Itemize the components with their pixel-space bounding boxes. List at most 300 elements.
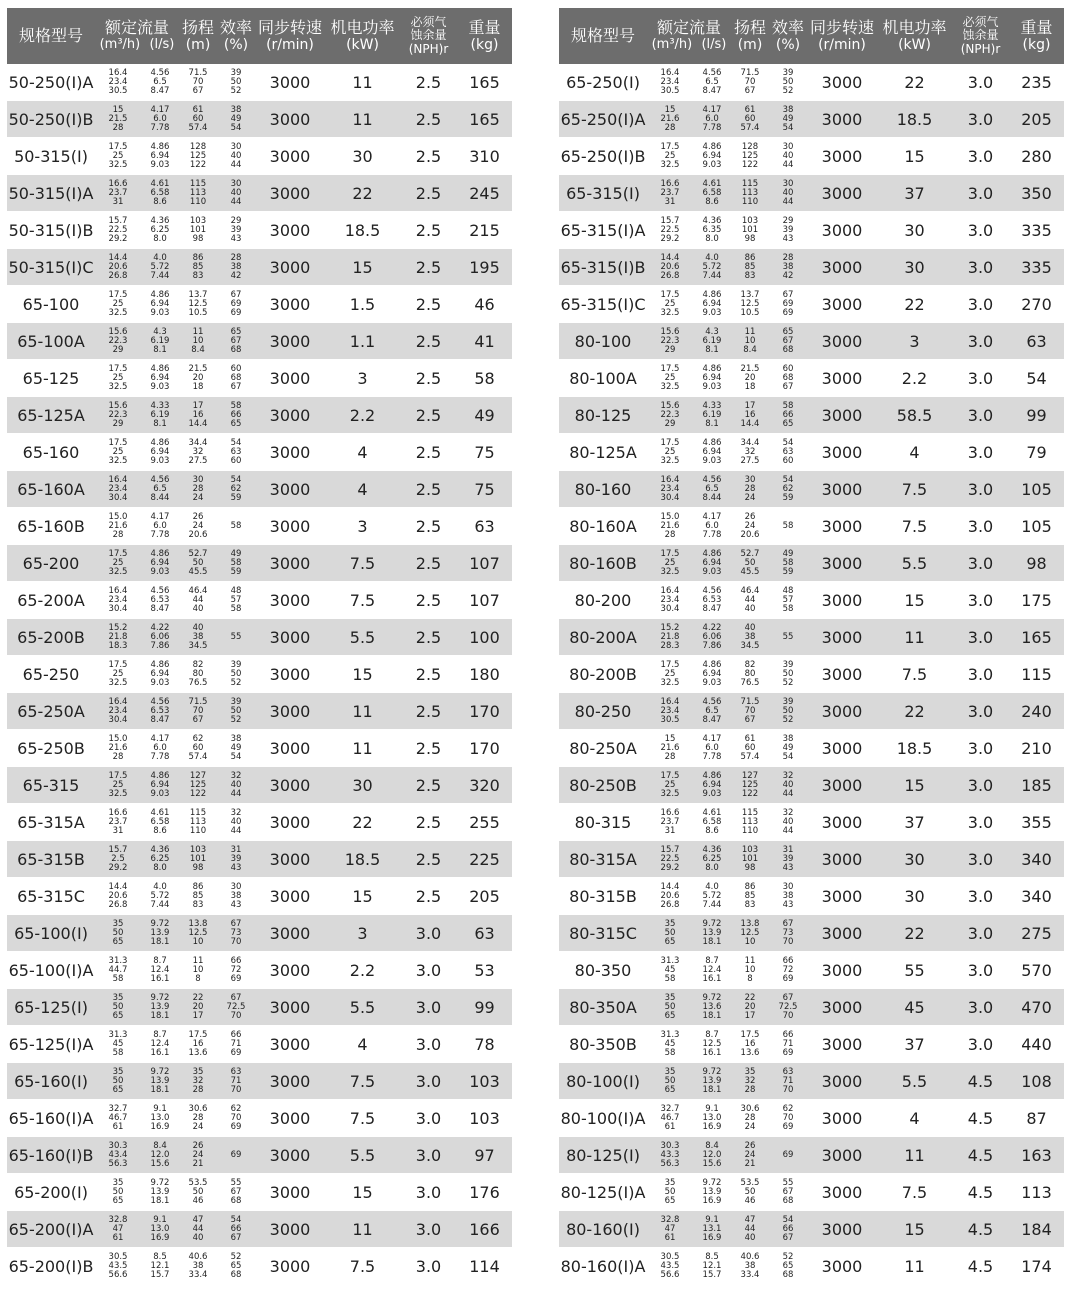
power-cell-text: 18.5 (896, 738, 933, 758)
table-row (559, 323, 1064, 360)
efficiency-cell (769, 249, 807, 286)
model-cell-text: 80-100A (569, 368, 637, 388)
power-cell-text: 11 (904, 1145, 925, 1165)
speed-cell (807, 286, 877, 323)
speed-cell-text: 3000 (821, 368, 863, 388)
model-cell-text: 80-160A (569, 516, 637, 536)
flow-ls-cell-text: 9.1 13.1 16.9 (702, 1214, 722, 1243)
npsh-cell (400, 767, 457, 804)
efficiency-cell-text: 66 72 69 (230, 955, 242, 984)
weight-cell (1009, 175, 1064, 212)
speed-cell-text: 3000 (821, 1145, 863, 1165)
weight-cell-text: 75 (474, 479, 495, 499)
speed-cell (807, 212, 877, 249)
power-cell (325, 1026, 400, 1063)
flow-ls-cell (693, 249, 731, 286)
flow-m3h-cell (647, 101, 693, 138)
model-cell (559, 1211, 647, 1248)
model-cell (559, 286, 647, 323)
npsh-cell-text: 2.5 (415, 516, 442, 536)
npsh-cell-text: 3.0 (967, 220, 994, 240)
npsh-cell (952, 915, 1009, 952)
flow-m3h-cell-text: 35 50 65 (112, 918, 124, 947)
efficiency-cell (217, 1248, 255, 1285)
weight-cell-text: 180 (469, 664, 500, 684)
npsh-cell (400, 730, 457, 767)
flow-m3h-cell (95, 915, 141, 952)
weight-cell (1009, 508, 1064, 545)
head-cell (179, 693, 217, 730)
header-npsh: 必须气 蚀余量 (NPH)r (400, 8, 457, 64)
flow-ls-cell (141, 582, 179, 619)
weight-cell (1009, 693, 1064, 730)
power-cell (325, 1100, 400, 1137)
model-cell-text: 65-160 (22, 442, 80, 462)
efficiency-cell (217, 1174, 255, 1211)
speed-cell-text: 3000 (821, 812, 863, 832)
efficiency-cell (217, 915, 255, 952)
speed-cell (807, 1174, 877, 1211)
power-cell (325, 1063, 400, 1100)
flow-m3h-cell (647, 952, 693, 989)
weight-cell-text: 320 (469, 775, 500, 795)
flow-m3h-cell-text: 17.5 25 32.5 (108, 141, 128, 170)
npsh-cell-text: 2.5 (415, 664, 442, 684)
table-row (7, 323, 512, 360)
speed-cell-text: 3000 (821, 701, 863, 721)
flow-m3h-cell (95, 952, 141, 989)
flow-m3h-cell (95, 1100, 141, 1137)
table-row (559, 397, 1064, 434)
head-cell (179, 730, 217, 767)
speed-cell-text: 3000 (821, 960, 863, 980)
flow-m3h-cell-text: 15.0 21.6 28 (108, 733, 128, 762)
model-cell-text: 65-160(I)A (8, 1108, 94, 1128)
flow-ls-cell (141, 1026, 179, 1063)
head-cell (731, 101, 769, 138)
model-cell-text: 50-315(I)B (8, 220, 94, 240)
npsh-cell (952, 1137, 1009, 1174)
npsh-cell (400, 286, 457, 323)
speed-cell-text: 3000 (269, 146, 311, 166)
flow-ls-cell-text: 4.86 6.94 9.03 (150, 770, 170, 799)
speed-cell (255, 693, 325, 730)
table-row (559, 915, 1064, 952)
efficiency-cell-text: 62 70 69 (782, 1103, 794, 1132)
head-cell-text: 128 125 122 (189, 141, 207, 170)
weight-cell (457, 545, 512, 582)
power-cell (325, 841, 400, 878)
flow-m3h-cell (95, 508, 141, 545)
model-cell (7, 471, 95, 508)
power-cell-text: 15 (352, 257, 373, 277)
speed-cell (807, 101, 877, 138)
efficiency-cell-text: 38 49 54 (782, 104, 794, 133)
weight-cell-text: 185 (1021, 775, 1052, 795)
model-cell (7, 545, 95, 582)
efficiency-cell-text: 30 40 44 (782, 141, 794, 170)
power-cell-text: 11 (904, 627, 925, 647)
model-cell (559, 915, 647, 952)
model-cell (7, 730, 95, 767)
efficiency-cell-text: 30 40 44 (230, 141, 242, 170)
power-cell (325, 767, 400, 804)
head-cell-text: 22 20 17 (744, 992, 756, 1021)
speed-cell (255, 952, 325, 989)
head-cell-text: 61 60 57.4 (740, 733, 760, 762)
flow-m3h-cell-text: 17.5 25 32.5 (108, 548, 128, 577)
weight-cell-text: 170 (469, 738, 500, 758)
npsh-cell (400, 212, 457, 249)
npsh-cell-text: 3.0 (967, 294, 994, 314)
model-cell-text: 80-350 (574, 960, 632, 980)
header-weight: 重量 (kg) (457, 8, 512, 64)
model-cell (559, 138, 647, 175)
flow-m3h-cell-text: 16.4 23.4 30.4 (108, 474, 128, 503)
flow-ls-cell (693, 212, 731, 249)
flow-ls-cell (693, 101, 731, 138)
speed-cell (807, 989, 877, 1026)
npsh-cell (400, 175, 457, 212)
head-cell (179, 249, 217, 286)
speed-cell-text: 3000 (821, 1256, 863, 1276)
power-cell (325, 508, 400, 545)
efficiency-cell (217, 1100, 255, 1137)
weight-cell-text: 335 (1021, 257, 1052, 277)
model-cell-text: 50-250(I)A (8, 72, 94, 92)
power-cell-text: 22 (352, 812, 373, 832)
power-cell (877, 767, 952, 804)
speed-cell-text: 3000 (269, 516, 311, 536)
power-cell-text: 37 (904, 1034, 925, 1054)
flow-m3h-cell-text: 35 50 65 (112, 1177, 124, 1206)
flow-ls-cell-text: 4.86 6.94 9.03 (702, 141, 722, 170)
efficiency-cell-text: 58 (230, 520, 242, 531)
flow-m3h-cell-text: 14.4 20.6 26.8 (108, 881, 128, 910)
model-cell-text: 80-200A (569, 627, 637, 647)
efficiency-cell-text: 32 40 44 (782, 807, 794, 836)
efficiency-cell (769, 360, 807, 397)
speed-cell (255, 323, 325, 360)
flow-m3h-cell (95, 730, 141, 767)
flow-ls-cell-text: 4.86 6.94 9.03 (150, 437, 170, 466)
npsh-cell-text: 2.5 (415, 220, 442, 240)
flow-m3h-cell-text: 15.7 22.5 29.2 (660, 215, 680, 244)
table-row (559, 138, 1064, 175)
head-cell (731, 212, 769, 249)
flow-ls-cell (141, 1248, 179, 1285)
efficiency-cell-text: 67 73 70 (230, 918, 242, 947)
weight-cell (1009, 1026, 1064, 1063)
model-cell-text: 80-350A (569, 997, 637, 1017)
flow-ls-cell-text: 8.7 12.4 16.1 (150, 955, 170, 984)
npsh-cell (952, 804, 1009, 841)
flow-ls-cell (693, 1211, 731, 1248)
flow-m3h-cell-text: 16.6 23.7 31 (660, 807, 680, 836)
flow-m3h-cell-text: 32.7 46.7 61 (108, 1103, 128, 1132)
head-cell (179, 1100, 217, 1137)
flow-ls-cell-text: 4.3 6.19 8.1 (150, 326, 170, 355)
power-cell-text: 11 (352, 1219, 373, 1239)
head-cell (731, 360, 769, 397)
weight-cell (1009, 1211, 1064, 1248)
npsh-cell-text: 3.0 (967, 553, 994, 573)
npsh-cell-text: 2.5 (415, 849, 442, 869)
model-cell (7, 64, 95, 101)
flow-m3h-cell (647, 1026, 693, 1063)
power-cell-text: 5.5 (901, 553, 928, 573)
head-cell-text: 86 85 83 (744, 252, 756, 281)
npsh-cell-text: 2.5 (415, 257, 442, 277)
efficiency-cell-text: 38 49 54 (230, 104, 242, 133)
npsh-cell-text: 3.0 (967, 775, 994, 795)
flow-ls-cell (141, 804, 179, 841)
power-cell-text: 58.5 (896, 405, 933, 425)
table-row (559, 175, 1064, 212)
flow-m3h-cell (647, 1248, 693, 1285)
flow-m3h-cell (95, 656, 141, 693)
model-cell-text: 80-315 (574, 812, 632, 832)
model-cell-text: 65-160A (17, 479, 85, 499)
npsh-cell-text: 3.0 (967, 997, 994, 1017)
npsh-cell-text: 2.5 (415, 294, 442, 314)
speed-cell-text: 3000 (821, 1034, 863, 1054)
flow-m3h-cell (647, 693, 693, 730)
table-row (7, 1100, 512, 1137)
efficiency-cell (217, 656, 255, 693)
head-cell-text: 17.5 16 13.6 (740, 1029, 760, 1058)
efficiency-cell-text: 54 66 67 (230, 1214, 242, 1243)
model-cell-text: 80-200 (574, 590, 632, 610)
npsh-cell-text: 4.5 (967, 1108, 994, 1128)
model-cell-text: 80-100(I)A (560, 1108, 646, 1128)
speed-cell-text: 3000 (269, 442, 311, 462)
head-cell (179, 360, 217, 397)
npsh-cell (952, 323, 1009, 360)
flow-ls-cell-text: 4.56 6.5 8.44 (702, 474, 722, 503)
weight-cell-text: 63 (1026, 331, 1047, 351)
power-cell-text: 5.5 (349, 627, 376, 647)
head-cell (731, 1063, 769, 1100)
flow-ls-cell-text: 4.56 6.5 8.47 (702, 67, 722, 96)
flow-ls-cell-text: 4.0 5.72 7.44 (150, 252, 170, 281)
speed-cell-text: 3000 (821, 1108, 863, 1128)
model-cell-text: 65-125(I)A (8, 1034, 94, 1054)
efficiency-cell (769, 286, 807, 323)
npsh-cell (400, 249, 457, 286)
efficiency-cell (769, 471, 807, 508)
model-cell (559, 989, 647, 1026)
power-cell (877, 175, 952, 212)
efficiency-cell (769, 989, 807, 1026)
head-cell-text: 71.5 70 67 (740, 696, 760, 725)
efficiency-cell-text: 60 68 67 (782, 363, 794, 392)
flow-m3h-cell (95, 175, 141, 212)
flow-ls-cell-text: 9.1 13.0 16.9 (150, 1214, 170, 1243)
weight-cell-text: 165 (469, 72, 500, 92)
weight-cell (1009, 545, 1064, 582)
efficiency-cell-text: 58 (782, 520, 794, 531)
model-cell (559, 1137, 647, 1174)
speed-cell (255, 582, 325, 619)
flow-ls-cell (141, 175, 179, 212)
head-cell (731, 878, 769, 915)
npsh-cell (400, 693, 457, 730)
power-cell-text: 1.1 (349, 331, 376, 351)
npsh-cell-text: 2.5 (415, 72, 442, 92)
model-cell-text: 65-200(I) (14, 1182, 88, 1202)
head-cell-text: 128 125 122 (741, 141, 759, 170)
flow-m3h-cell-text: 16.4 23.4 30.4 (108, 585, 128, 614)
npsh-cell-text: 2.5 (415, 553, 442, 573)
flow-m3h-cell-text: 15 21.6 28 (660, 733, 680, 762)
efficiency-cell (217, 64, 255, 101)
head-cell (179, 582, 217, 619)
head-cell (731, 64, 769, 101)
flow-m3h-cell (95, 434, 141, 471)
header-flow: 额定流量 (m³/h) (l/s) (647, 8, 731, 64)
npsh-cell (952, 1100, 1009, 1137)
flow-ls-cell (141, 545, 179, 582)
speed-cell-text: 3000 (821, 183, 863, 203)
weight-cell-text: 175 (1021, 590, 1052, 610)
flow-ls-cell (141, 693, 179, 730)
head-cell (731, 989, 769, 1026)
efficiency-cell (217, 249, 255, 286)
flow-ls-cell (693, 841, 731, 878)
weight-cell (1009, 360, 1064, 397)
flow-m3h-cell (95, 360, 141, 397)
model-cell (7, 841, 95, 878)
weight-cell-text: 350 (1021, 183, 1052, 203)
flow-ls-cell-text: 4.33 6.19 8.1 (702, 400, 722, 429)
weight-cell (457, 360, 512, 397)
power-cell-text: 7.5 (349, 553, 376, 573)
power-cell-text: 15 (904, 1219, 925, 1239)
power-cell-text: 11 (352, 72, 373, 92)
flow-ls-cell-text: 4.61 6.58 8.6 (702, 807, 722, 836)
header-efficiency: 效率 (%) (217, 8, 255, 64)
weight-cell (1009, 915, 1064, 952)
model-cell (559, 693, 647, 730)
flow-ls-cell (141, 878, 179, 915)
weight-cell (457, 212, 512, 249)
flow-m3h-cell-text: 17.5 25 32.5 (660, 437, 680, 466)
weight-cell (457, 1100, 512, 1137)
npsh-cell (400, 1137, 457, 1174)
flow-m3h-cell (95, 249, 141, 286)
npsh-cell-text: 3.0 (415, 1145, 442, 1165)
weight-cell-text: 195 (469, 257, 500, 277)
weight-cell (1009, 249, 1064, 286)
head-cell-text: 71.5 70 67 (740, 67, 760, 96)
head-cell (731, 175, 769, 212)
speed-cell (807, 915, 877, 952)
npsh-cell (952, 175, 1009, 212)
model-cell (559, 582, 647, 619)
efficiency-cell (217, 175, 255, 212)
speed-cell (255, 1137, 325, 1174)
flow-ls-cell-text: 9.1 13.0 16.9 (702, 1103, 722, 1132)
model-cell (559, 101, 647, 138)
efficiency-cell (769, 138, 807, 175)
model-cell-text: 80-315B (569, 886, 637, 906)
speed-cell (255, 656, 325, 693)
flow-m3h-cell (647, 286, 693, 323)
head-cell-text: 46.4 44 40 (188, 585, 208, 614)
speed-cell-text: 3000 (821, 923, 863, 943)
flow-ls-cell-text: 4.17 6.0 7.78 (702, 511, 722, 540)
flow-m3h-cell-text: 35 50 65 (112, 992, 124, 1021)
speed-cell-text: 3000 (821, 405, 863, 425)
flow-m3h-cell-text: 15.2 21.8 18.3 (108, 622, 128, 651)
flow-ls-cell-text: 8.7 12.4 16.1 (150, 1029, 170, 1058)
flow-ls-cell (141, 952, 179, 989)
power-cell-text: 18.5 (344, 849, 381, 869)
speed-cell (255, 1100, 325, 1137)
flow-m3h-cell-text: 31.3 45 58 (660, 1029, 680, 1058)
table-row (559, 656, 1064, 693)
power-cell (325, 101, 400, 138)
speed-cell (807, 360, 877, 397)
model-cell-text: 80-160B (569, 553, 637, 573)
efficiency-cell-text: 48 57 58 (782, 585, 794, 614)
head-cell (179, 1137, 217, 1174)
flow-ls-cell (141, 249, 179, 286)
flow-m3h-cell-text: 35 50 65 (664, 1066, 676, 1095)
efficiency-cell-text: 39 50 52 (782, 696, 794, 725)
model-cell (7, 1063, 95, 1100)
head-cell (179, 286, 217, 323)
weight-cell (457, 1026, 512, 1063)
header-head: 扬程 (m) (731, 8, 769, 64)
efficiency-cell-text: 52 65 68 (782, 1251, 794, 1280)
efficiency-cell (217, 1137, 255, 1174)
head-cell (179, 1211, 217, 1248)
weight-cell (457, 508, 512, 545)
head-cell (179, 471, 217, 508)
head-cell (179, 397, 217, 434)
flow-ls-cell (693, 397, 731, 434)
weight-cell-text: 58 (474, 368, 495, 388)
model-cell-text: 65-125(I) (14, 997, 88, 1017)
table-row (559, 619, 1064, 656)
table-row (7, 508, 512, 545)
npsh-cell (400, 1211, 457, 1248)
model-cell-text: 80-200B (569, 664, 637, 684)
flow-m3h-cell-text: 15.7 2.5 29.2 (108, 844, 128, 873)
weight-cell (457, 471, 512, 508)
power-cell (325, 545, 400, 582)
weight-cell (1009, 434, 1064, 471)
model-cell-text: 65-200(I)B (8, 1256, 94, 1276)
npsh-cell-text: 3.0 (967, 516, 994, 536)
npsh-cell-text: 2.5 (415, 146, 442, 166)
efficiency-cell-text: 67 69 69 (230, 289, 242, 318)
speed-cell-text: 3000 (821, 627, 863, 647)
npsh-cell-text: 3.0 (967, 590, 994, 610)
head-cell-text: 40 38 34.5 (740, 622, 760, 651)
flow-ls-cell (141, 101, 179, 138)
model-cell (7, 101, 95, 138)
flow-ls-cell (693, 471, 731, 508)
npsh-cell-text: 2.5 (415, 109, 442, 129)
table-row (7, 471, 512, 508)
flow-ls-cell (141, 730, 179, 767)
weight-cell-text: 53 (474, 960, 495, 980)
weight-cell (457, 619, 512, 656)
npsh-cell-text: 2.5 (415, 738, 442, 758)
